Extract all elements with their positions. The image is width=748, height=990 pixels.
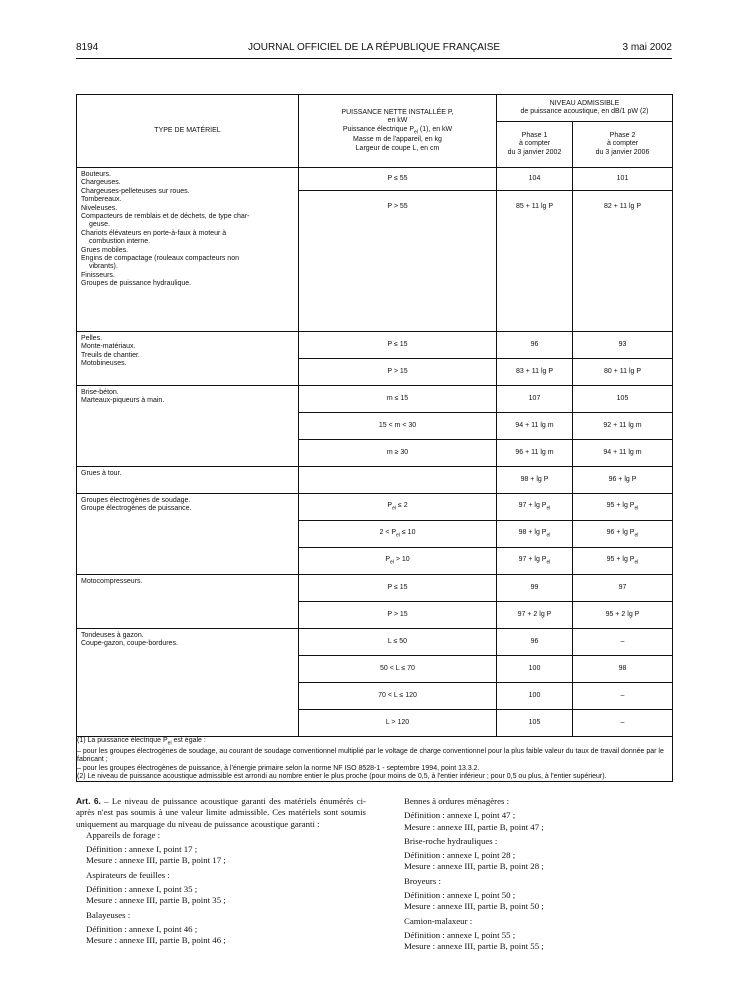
condition-cell: P ≤ 15 xyxy=(299,575,497,602)
article-item-definition: Définition : annexe I, point 46 ; xyxy=(86,923,198,934)
phase1-cell: 85 + 11 lg P xyxy=(497,191,573,332)
condition-cell: 70 < L ≤ 120 xyxy=(299,683,497,710)
article-item-definition: Définition : annexe I, point 55 ; xyxy=(404,929,516,940)
table-row xyxy=(77,168,673,191)
article-item-name: Appareils de forage : xyxy=(86,829,161,840)
phase1-cell: $98 + \lg P_{el}$ xyxy=(497,521,573,548)
noise-level-table xyxy=(76,94,673,782)
phase1-header-line: du 3 janvier 2002 xyxy=(507,148,562,156)
issue-date: 3 mai 2002 xyxy=(622,42,672,53)
page-number: 8194 xyxy=(76,42,99,53)
article-right-column xyxy=(394,796,672,956)
table-row xyxy=(77,629,673,656)
material-type: Tombereaux. xyxy=(81,196,122,204)
table-note: – pour les groupes électrogènes de puissance, à l'énergie primaire selon la norme NF ISO 8528-1 - septembre 1994, point 13.3.2. xyxy=(77,764,480,772)
table-note: (2) Le niveau de puissance acoustique admissible est arrondi au nombre entier le plus proche (pour moins de 0,5, à l'entier inférieur ; pour 0,5 ou plus, à l'entier supérieur). xyxy=(77,773,607,781)
phase1-cell: 98 + lg P xyxy=(497,467,573,494)
article-item-name: Aspirateurs de feuilles : xyxy=(86,869,170,880)
power-header-line: en kW xyxy=(387,117,408,125)
condition-cell: m ≤ 15 xyxy=(299,386,497,413)
material-type: Motobineuses. xyxy=(81,360,127,368)
condition-cell: P > 15 xyxy=(299,359,497,386)
phase2-cell: 97 xyxy=(573,575,673,602)
level-title: NIVEAU ADMISSIBLE xyxy=(549,99,620,107)
col-header-phase1 xyxy=(497,122,573,168)
article-item-measure: Mesure : annexe III, partie B, point 28 ; xyxy=(404,861,544,872)
phase1-cell: 83 + 11 lg P xyxy=(497,359,573,386)
condition-cell: 50 < L ≤ 70 xyxy=(299,656,497,683)
material-type-cell xyxy=(77,386,299,467)
material-type: Chariots élévateurs en porte-à-faux à moteur à xyxy=(81,229,227,237)
phase2-cell: $95 + \lg P_{el}$ xyxy=(573,494,673,521)
phase2-cell: 95 + 2 lg P xyxy=(573,602,673,629)
phase1-cell: 104 xyxy=(497,168,573,191)
material-type: vibrants). xyxy=(89,263,118,271)
phase1-cell: $97 + \lg P_{el}$ xyxy=(497,494,573,521)
material-type: Finisseurs. xyxy=(81,271,115,279)
condition-cell: P ≤ 55 xyxy=(299,168,497,191)
phase1-cell: 105 xyxy=(497,710,573,737)
power-header-line: Puissance électrique $P_{el}$ (1), en kW xyxy=(342,125,453,135)
article-label: Art. 6. xyxy=(76,796,101,806)
phase2-cell: 105 xyxy=(573,386,673,413)
article-item-measure: Mesure : annexe III, partie B, point 47 ; xyxy=(404,821,544,832)
phase2-header-line: du 3 janvier 2006 xyxy=(595,148,650,156)
phase2-cell: $96 + \lg P_{el}$ xyxy=(573,521,673,548)
phase2-cell: 93 xyxy=(573,332,673,359)
condition-cell: P ≤ 15 xyxy=(299,332,497,359)
col-header-power xyxy=(299,95,497,168)
article-item-definition: Définition : annexe I, point 17 ; xyxy=(86,844,198,855)
material-type: Treuils de chantier. xyxy=(81,351,140,359)
article-left-column xyxy=(76,796,366,950)
article-item-measure: Mesure : annexe III, partie B, point 50 ; xyxy=(404,901,544,912)
phase2-cell: – xyxy=(573,683,673,710)
material-type-cell xyxy=(77,332,299,386)
phase2-cell: 80 + 11 lg P xyxy=(573,359,673,386)
material-type: Niveleuses. xyxy=(81,204,118,212)
material-type-cell xyxy=(77,467,299,494)
material-type: Brise-béton. xyxy=(81,389,119,396)
col-header-type: TYPE DE MATÉRIEL xyxy=(77,95,299,168)
table-row xyxy=(77,467,673,494)
condition-cell: L > 120 xyxy=(299,710,497,737)
phase1-cell: 100 xyxy=(497,683,573,710)
condition-cell xyxy=(299,467,497,494)
phase1-cell: 100 xyxy=(497,656,573,683)
article-item-name: Broyeurs : xyxy=(404,875,441,886)
header-rule xyxy=(76,58,672,59)
phase1-cell: 96 + 11 lg m xyxy=(497,440,573,467)
condition-cell: $P_{el} > 10$ xyxy=(299,548,497,575)
phase1-cell: 107 xyxy=(497,386,573,413)
condition-cell: m ≥ 30 xyxy=(299,440,497,467)
phase2-cell: 94 + 11 lg m xyxy=(573,440,673,467)
table-row xyxy=(77,332,673,359)
material-type: Motocompresseurs. xyxy=(81,578,143,585)
table-note: – pour les groupes électrogènes de soudage, au courant de soudage conventionnel multiplié par le voltage de charge conventionnel pour la plus faible valeur du taux de travail donnée par le fabricant ; xyxy=(77,747,664,764)
col-header-phase2 xyxy=(573,122,673,168)
material-type: Compacteurs de remblais et de déchets, de type char- xyxy=(81,213,250,221)
article-item-definition: Définition : annexe I, point 35 ; xyxy=(86,884,198,895)
col-header-level xyxy=(497,95,673,122)
material-type: Engins de compactage (rouleaux compacteurs non xyxy=(81,255,239,263)
table-notes xyxy=(77,737,673,782)
condition-cell: $2 < P_{el} \le 10$ xyxy=(299,521,497,548)
article-intro xyxy=(76,796,366,830)
article-item-measure: Mesure : annexe III, partie B, point 46 ; xyxy=(86,935,226,946)
material-type: Groupes de puissance hydraulique. xyxy=(81,280,192,288)
phase2-cell: – xyxy=(573,710,673,737)
phase2-cell: 92 + 11 lg m xyxy=(573,413,673,440)
condition-cell: P > 55 xyxy=(299,191,497,332)
power-header-line: Largeur de coupe L, en cm xyxy=(355,144,440,152)
article-item-name: Balayeuses : xyxy=(86,909,131,920)
phase2-cell: 96 + lg P xyxy=(573,467,673,494)
table-row xyxy=(77,386,673,413)
material-type: Monte-matériaux. xyxy=(81,343,136,351)
level-subtitle: de puissance acoustique, en dB/1 pW (2) xyxy=(520,108,649,115)
journal-title: JOURNAL OFFICIEL DE LA RÉPUBLIQUE FRANÇAISE xyxy=(247,42,501,53)
phase1-header-line: Phase 1 xyxy=(521,131,548,139)
article-item-definition: Définition : annexe I, point 47 ; xyxy=(404,810,516,821)
phase2-header-line: Phase 2 xyxy=(609,131,636,139)
phase2-cell: 98 xyxy=(573,656,673,683)
table-note: (1) La puissance électrique $P_{el}$ est égale : xyxy=(77,737,206,747)
material-type-cell xyxy=(77,629,299,737)
condition-cell: P > 15 xyxy=(299,602,497,629)
article-item-definition: Définition : annexe I, point 50 ; xyxy=(404,890,516,901)
power-header-line: Masse m de l'appareil, en kg xyxy=(353,136,442,144)
material-type: Coupe-gazon, coupe-bordures. xyxy=(81,640,178,648)
page-header xyxy=(76,42,672,56)
material-type: Chargeuses. xyxy=(81,179,121,187)
material-type: Marteaux-piqueurs à main. xyxy=(81,397,165,405)
condition-cell: L ≤ 50 xyxy=(299,629,497,656)
phase2-header-line: à compter xyxy=(606,140,639,148)
phase1-header-line: à compter xyxy=(518,140,551,148)
phase2-cell: $95 + \lg P_{el}$ xyxy=(573,548,673,575)
article-intro-text: – Le niveau de puissance acoustique garanti des matériels énumérés ci-après n'est pas soumis à une valeur limite admissible. Ces matériels sont soumis uniquement au marquage du niveau de puissance acoustique garanti : xyxy=(76,796,366,829)
power-header-line: PUISSANCE NETTE INSTALLÉE P, xyxy=(341,108,454,116)
material-type-cell xyxy=(77,168,299,332)
material-type: Pelles. xyxy=(81,335,103,342)
material-type: Groupe électrogènes de puissance. xyxy=(81,505,192,513)
phase2-cell: 101 xyxy=(573,168,673,191)
phase1-cell: 96 xyxy=(497,332,573,359)
article-item-name: Camion-malaxeur : xyxy=(404,915,473,926)
article-item-name: Bennes à ordures ménagères : xyxy=(404,796,510,806)
phase1-cell: 94 + 11 lg m xyxy=(497,413,573,440)
phase2-cell: 82 + 11 lg P xyxy=(573,191,673,332)
article-item-measure: Mesure : annexe III, partie B, point 17 ; xyxy=(86,855,226,866)
table-row xyxy=(77,575,673,602)
material-type: Chargeuses-pelleteuses sur roues. xyxy=(81,187,190,195)
material-type-cell xyxy=(77,575,299,629)
material-type: Grues à tour. xyxy=(81,470,122,477)
phase1-cell: 99 xyxy=(497,575,573,602)
condition-cell: $P_{el} \le 2$ xyxy=(299,494,497,521)
material-type: combustion interne. xyxy=(89,238,151,246)
phase1-cell: 97 + 2 lg P xyxy=(497,602,573,629)
material-type: Bouteurs. xyxy=(81,171,111,178)
material-type-cell xyxy=(77,494,299,575)
article-item-definition: Définition : annexe I, point 28 ; xyxy=(404,850,516,861)
article-item-measure: Mesure : annexe III, partie B, point 35 ; xyxy=(86,895,226,906)
material-type: Groupes électrogènes de soudage. xyxy=(81,497,191,504)
condition-cell: 15 < m < 30 xyxy=(299,413,497,440)
material-type: Tondeuses à gazon. xyxy=(81,632,144,639)
table-row xyxy=(77,494,673,521)
phase2-cell: – xyxy=(573,629,673,656)
phase1-cell: 96 xyxy=(497,629,573,656)
phase1-cell: $97 + \lg P_{el}$ xyxy=(497,548,573,575)
article-item-measure: Mesure : annexe III, partie B, point 55 ; xyxy=(404,941,544,952)
article-item-name: Brise-roche hydrauliques : xyxy=(404,835,498,846)
material-type: Grues mobiles. xyxy=(81,246,129,254)
material-type: geuse. xyxy=(89,221,111,229)
